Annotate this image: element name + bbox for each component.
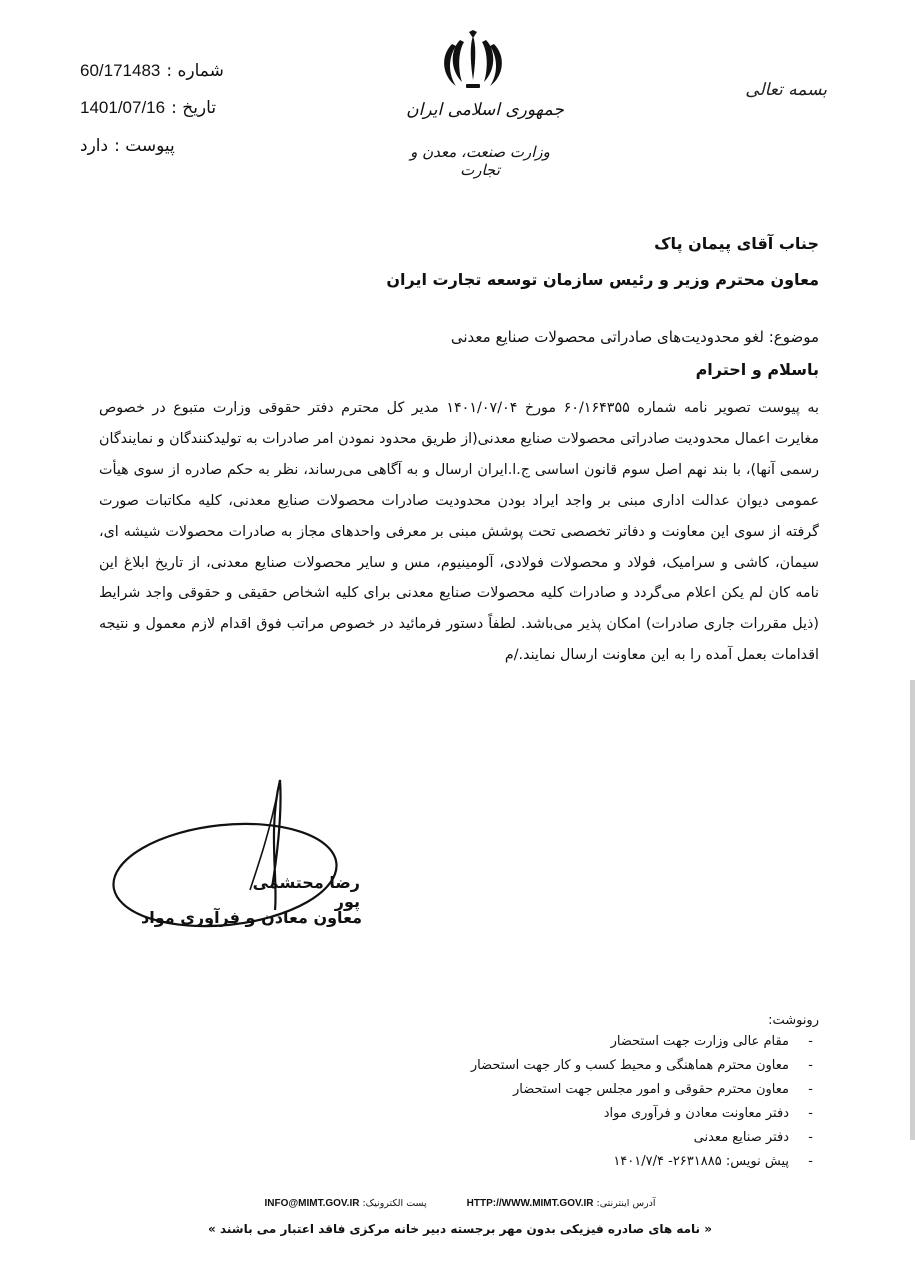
scrollbar[interactable] — [910, 680, 915, 1140]
letter-attachment — [80, 136, 280, 156]
number-label: شماره : — [166, 61, 224, 81]
addressee-title: معاون محترم وزیر و رئیس سازمان توسعه تجارت ایران — [386, 270, 819, 289]
cc-item: - پیش نویس: ۲۶۳۱۸۸۵- ۱۴۰۱/۷/۴ — [359, 1150, 819, 1174]
signatory-title: معاون معادن و فرآوری مواد — [141, 908, 362, 927]
cc-item: - معاون محترم حقوقی و امور مجلس جهت استحضار — [359, 1078, 819, 1102]
cc-list — [359, 1030, 819, 1174]
cc-item: - مقام عالی وزارت جهت استحضار — [359, 1030, 819, 1054]
email-link[interactable]: INFO@MIMT.GOV.IR — [264, 1198, 360, 1209]
attachment-label: پیوست : — [114, 136, 175, 156]
cc-item: - دفتر معاونت معادن و فرآوری مواد — [359, 1102, 819, 1126]
footer-website — [467, 1198, 656, 1209]
signatory-name: رضا محتشمی پور — [252, 873, 360, 911]
footer-contacts — [120, 1198, 800, 1209]
date-value: 1401/07/16 — [80, 98, 166, 117]
website-label: آدرس اینترنتی: — [596, 1198, 656, 1209]
website-link[interactable]: HTTP://WWW.MIMT.GOV.IR — [466, 1198, 594, 1209]
subject-line: موضوع: لغو محدودیت‌های صادراتی محصولات صنایع معدنی — [450, 328, 819, 346]
ministry-name: وزارت صنعت، معدن و تجارت — [410, 143, 550, 179]
footer-email — [265, 1198, 427, 1209]
addressee-name: جناب آقای پیمان پاک — [654, 234, 819, 253]
date-label: تاریخ : — [171, 98, 217, 118]
country-name: جمهوری اسلامی ایران — [406, 100, 564, 120]
attachment-value: دارد — [80, 136, 109, 156]
number-value: 60/171483 — [80, 61, 161, 80]
footer-note: « نامه های صادره فیزیکی بدون مهر برجسته دبیر خانه مرکزی فاقد اعتبار می باشند » — [208, 1222, 712, 1236]
cc-label: رونوشت: — [768, 1013, 819, 1028]
cc-item: - دفتر صنایع معدنی — [359, 1126, 819, 1150]
email-label: پست الکترونیک: — [362, 1198, 427, 1209]
basmala: بسمه تعالی — [745, 80, 827, 100]
letter-number — [80, 61, 280, 81]
letter-body: به پیوست تصویر نامه شماره ۶۰/۱۶۴۳۵۵ مورخ ۱۴۰۱/۰۷/۰۴ مدیر کل محترم دفتر حقوقی وزارت متبوع در خصوص مغایرت اعمال محدودیت صادراتی محصولات صنایع معدنی(از طریق محدود نمودن امر صادرات به تولیدکنندگان و نمایندگان رسمی آنها)، با بند نهم اصل سوم قانون اساسی ج.ا.ایران ارسال و به آگاهی می‌رساند، نظر به حکم صادره از سوی هیأت عمومی دیوان عدالت اداری مبنی بر واجد ایراد بودن محدودیت صادرات محصولات صنایع معدنی، کلیه مکاتبات صورت گرفته از سوی این معاونت و دفاتر تخصصی تحت پوشش مبنی بر معرفی واحدهای مجاز به صادرات محصولات شیشه ای، سیمان، کاشی و سرامیک، فولاد و محصولات فولادی، آلومینیوم، مس و سایر محصولات صنایع معدنی، از تاریخ ابلاغ این نامه کان لم یکن اعلام می‌گردد و صادرات کلیه محصولات صنایع معدنی برای کلیه اشخاص حقیقی و حقوقی واجد شرایط (ذیل مقررات جاری صادرات) امکان پذیر می‌باشد. لطفاً دستور فرمائید در خصوص مراتب فوق اقدام لازم معمول و نتیجه اقدامات بعمل آمده را به این معاونت ارسال نمایند./م — [99, 400, 820, 664]
greeting: باسلام و احترام — [695, 360, 819, 379]
letter-date — [80, 98, 280, 118]
iran-emblem-icon — [436, 30, 510, 96]
cc-item: - معاون محترم هماهنگی و محیط کسب و کار جهت استحضار — [359, 1054, 819, 1078]
